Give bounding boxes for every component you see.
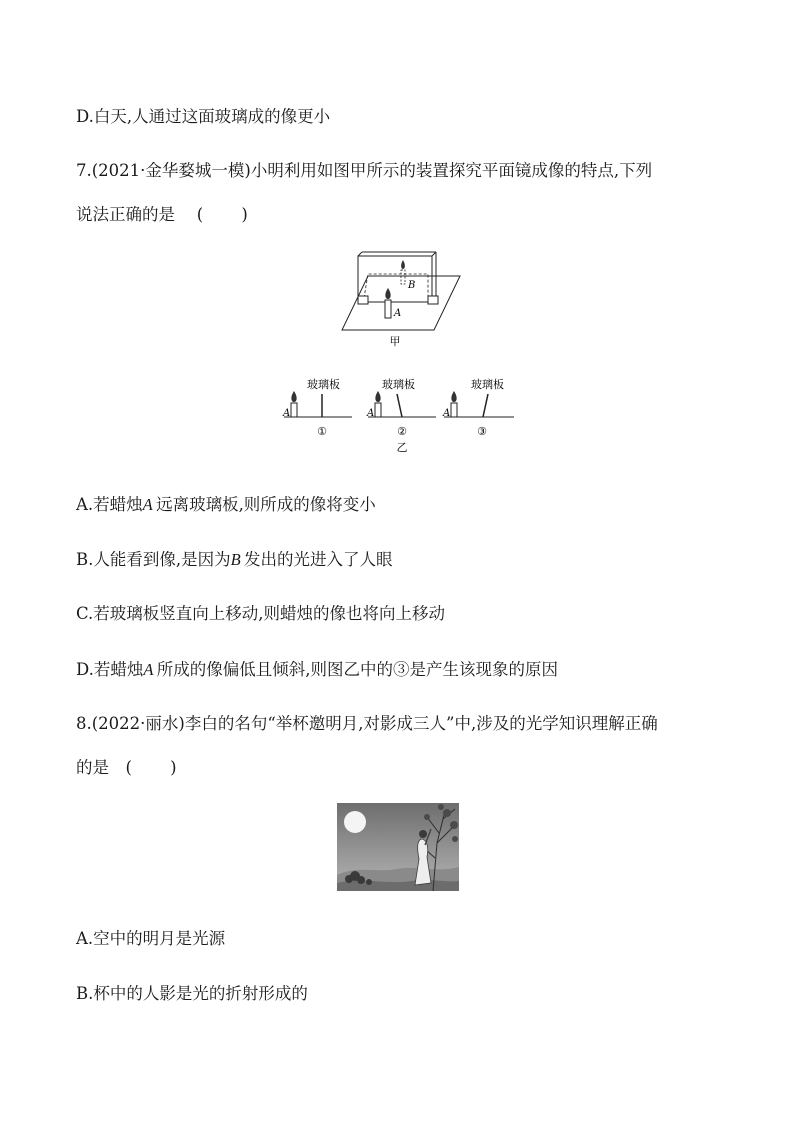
fig-yi-num-2: ② [397, 425, 407, 438]
q8-option-a: A.空中的明月是光源 [76, 929, 226, 948]
figure-jia [338, 248, 462, 348]
q8-stem-line1: 8.(2022·丽水)李白的名句“举杯邀明月,对影成三人”中,涉及的光学知识理解正确 [76, 714, 658, 733]
fig-yi-num-1: ① [317, 425, 327, 438]
q7-option-d [76, 659, 558, 681]
option-a-pre: A.若蜡烛 [76, 495, 143, 514]
fig-yi-caption: 乙 [396, 441, 408, 454]
fig-yi-panel-3 [442, 377, 514, 438]
q7-stem-line1: 7.(2021·金华婺城一模)小明利用如图甲所示的装置探究平面镜成像的特点,下列 [76, 161, 653, 180]
fig-yi-candle-label-3: A [443, 408, 451, 419]
fig-yi-panel-2 [366, 377, 436, 438]
moon-shape [344, 811, 366, 833]
option-a-post: 远离玻璃板,则所成的像将变小 [156, 495, 376, 514]
option-a-var: A [142, 495, 153, 514]
li-bai-moon-illustration [337, 803, 459, 891]
fig-jia-label-b: B [408, 280, 416, 291]
q7-option-c: C.若玻璃板竖直向上移动,则蜡烛的像也将向上移动 [76, 604, 446, 623]
q6-option-d: D.白天,人通过这面玻璃成的像更小 [76, 107, 331, 126]
option-b-pre: B.人能看到像,是因为 [76, 550, 231, 569]
option-b-var: B [230, 550, 241, 569]
figure-yi [278, 372, 518, 454]
q7-stem-line2: 说法正确的是 ( ) [76, 205, 248, 224]
fig-yi-board-label-2: 玻璃板 [382, 378, 415, 391]
fig-jia-label-a: A [394, 308, 402, 319]
fig-yi-candle-label-1: A [283, 408, 291, 419]
fig-yi-candle-label-2: A [367, 408, 375, 419]
option-d-var: A [143, 660, 154, 679]
option-b-post: 发出的光进入了人眼 [244, 550, 393, 569]
q8-option-b: B.杯中的人影是光的折射形成的 [76, 984, 308, 1003]
fig-yi-board-label-3: 玻璃板 [471, 378, 504, 391]
q7-option-a [76, 494, 376, 516]
q7-option-b [76, 549, 393, 571]
option-d-post: 所成的像偏低且倾斜,则图乙中的③是产生该现象的原因 [156, 660, 559, 679]
option-d-pre: D.若蜡烛 [76, 660, 144, 679]
fig-yi-board-label-1: 玻璃板 [307, 378, 340, 391]
fig-yi-num-3: ③ [477, 425, 487, 438]
fig-jia-caption: 甲 [389, 335, 401, 348]
q8-stem-line2: 的是 ( ) [76, 758, 177, 777]
fig-yi-panel-1 [282, 377, 352, 438]
